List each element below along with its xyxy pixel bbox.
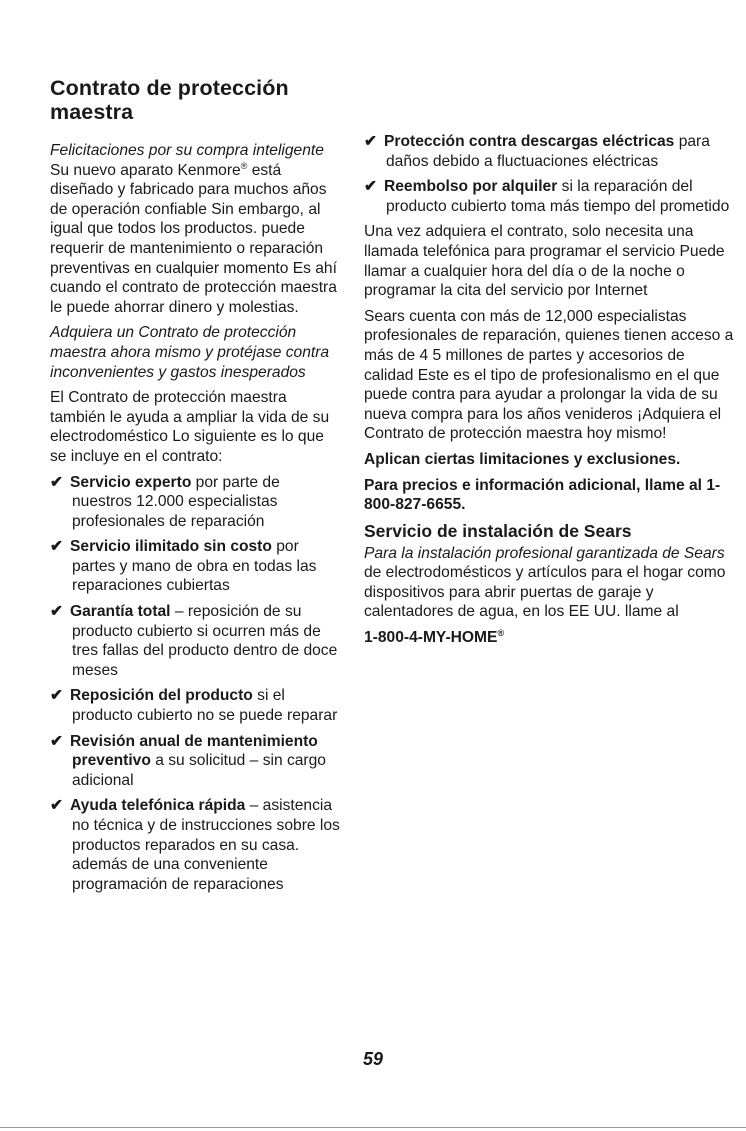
install-paragraph	[364, 544, 736, 622]
benefit-item	[50, 537, 340, 596]
install-heading: Servicio de instalación de Sears	[364, 520, 632, 541]
checkmark-icon: ✔	[364, 178, 378, 196]
benefit-text: – asistencia no técnica y de instrucciones sobre los productos reparados en su casa. además de una conveniente programación de reparaciones	[72, 797, 340, 893]
contract-paragraph: El Contrato de protección maestra también le ayuda a ampliar la vida de su electrodoméstico Lo siguiente es lo que se incluye en el contrato:	[50, 389, 330, 465]
sears-paragraph: Sears cuenta con más de 12,000 especialistas profesionales de reparación, quienes tienen acceso a más de 4 5 millones de partes y accesorios de calidad Este es el tipo de profesionalismo en el que puede contra para ayudar a prolongar la vida de su nueva compra para los años venideros ¡Adquiera el Contrato de protección maestra hoy mismo!	[364, 307, 734, 443]
benefit-text: por partes y mano de obra en todas las reparaciones cubiertas	[72, 538, 317, 595]
call-paragraph: Una vez adquiera el contrato, solo necesita una llamada telefónica para programar el servicio Puede llamar a cualquier hora del día o de la noche o programar la cita del servicio por Internet	[364, 223, 725, 300]
page-number: 59	[362, 1049, 384, 1069]
benefit-text: por parte de nuestros 12.000 especialistas profesionales de reparación	[72, 473, 280, 530]
benefit-title: Revisión anual de mantenimiento preventivo	[70, 732, 318, 770]
benefit-item	[50, 602, 340, 680]
benefit-item	[50, 686, 340, 725]
install-text: de electrodomésticos y artículos para el hogar como dispositivos para abrir puertas de garaje y calentadores de agua, en los EE UU. llame al	[364, 564, 726, 621]
benefit-text: si el producto cubierto no se puede reparar	[72, 687, 338, 725]
bottom-divider	[0, 1127, 746, 1128]
benefit-item	[50, 796, 340, 894]
benefit-title: Servicio experto	[70, 473, 192, 491]
benefit-title: Reembolso por alquiler	[384, 178, 558, 196]
checkmark-icon: ✔	[50, 473, 64, 491]
benefit-text: – reposición de su producto cubierto si ocurren más de tres fallas del producto dentro de doce meses	[72, 603, 338, 679]
benefit-item	[50, 732, 340, 791]
checkmark-icon: ✔	[50, 538, 64, 556]
prices-note: Para precios e información adicional, llame al 1-800-827-6655.	[364, 476, 721, 514]
benefit-item	[364, 177, 736, 216]
checkmark-icon: ✔	[50, 732, 64, 750]
intro-paragraph	[50, 141, 340, 317]
checkmark-icon: ✔	[50, 797, 64, 815]
checkmark-icon: ✔	[50, 687, 64, 705]
benefit-text: a su solicitud – sin cargo adicional	[72, 752, 326, 789]
intro-text: Su nuevo aparato Kenmore	[50, 161, 241, 179]
right-column	[364, 132, 736, 654]
benefit-item	[364, 132, 736, 171]
benefit-text: para daños debido a fluctuaciones eléctricas	[386, 133, 710, 170]
left-column	[50, 76, 340, 900]
install-italic: Para la instalación profesional garantizada de Sears	[364, 544, 725, 562]
registered-mark: ®	[497, 627, 505, 638]
checkmark-icon: ✔	[364, 133, 378, 150]
intro-rest: está diseñado y fabricado para muchos años de operación confiable Sin embargo, al igual que todos los productos. puede requerir de mantenimiento o reparación preventivas en cualquier momento Es ahí cuando el contrato de protección maestra le puede ahorrar dinero y molestias.	[50, 161, 337, 316]
acquire-paragraph: Adquiera un Contrato de protección maestra ahora mismo y protéjase contra inconvenientes y gastos inesperados	[50, 324, 330, 381]
benefit-text: si la reparación del producto cubierto toma más tiempo del prometido	[386, 178, 730, 215]
install-phone-number: 1-800-4-MY-HOME	[364, 629, 498, 647]
benefit-item	[50, 473, 340, 532]
benefit-title: Protección contra descargas eléctricas	[384, 133, 675, 150]
page-title: Contrato de protección maestra	[50, 76, 289, 124]
benefit-title: Reposición del producto	[70, 687, 253, 705]
benefit-title: Ayuda telefónica rápida	[70, 797, 246, 815]
benefit-title: Servicio ilimitado sin costo	[70, 538, 272, 556]
limitations-note: Aplican ciertas limitaciones y exclusiones.	[364, 450, 681, 468]
intro-italic: Felicitaciones por su compra inteligente	[50, 142, 324, 159]
checkmark-icon: ✔	[50, 603, 64, 621]
benefit-title: Garantía total	[70, 603, 171, 621]
install-phone	[364, 628, 736, 648]
registered-mark: ®	[240, 160, 248, 171]
